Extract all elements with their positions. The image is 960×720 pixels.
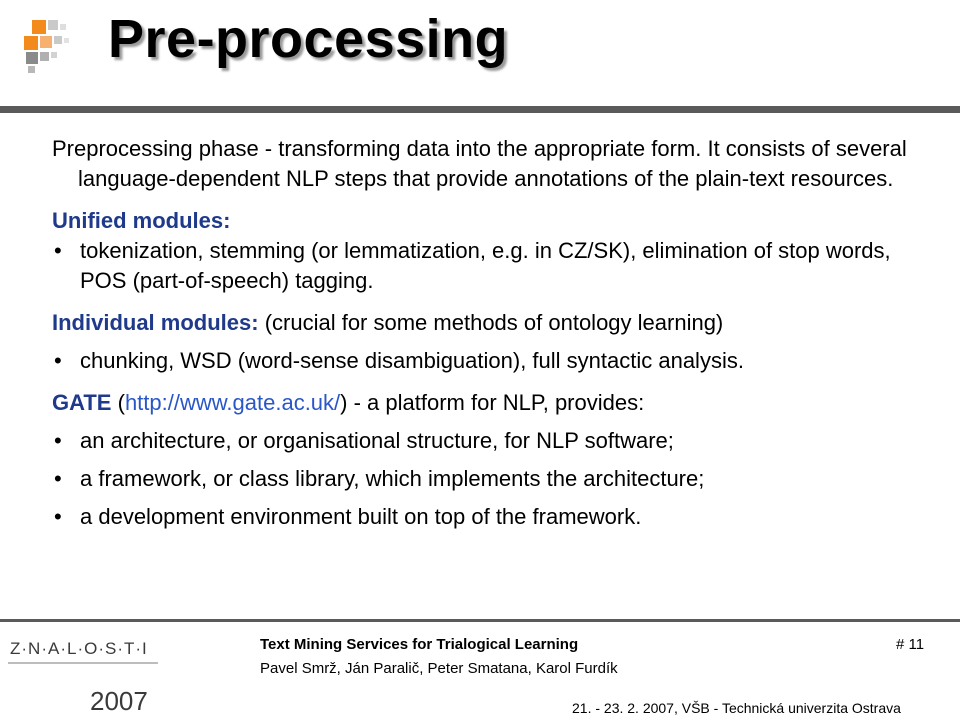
gate-bullet-architecture: • an architecture, or organisational structure, for NLP software;: [52, 426, 912, 456]
unified-modules-heading: Unified modules:: [52, 208, 231, 233]
slide-content: [52, 134, 912, 532]
gate-line: [52, 388, 912, 418]
footer-title: Text Mining Services for Trialogical Learning: [260, 636, 579, 653]
unified-modules-bullet: • tokenization, stemming (or lemmatization, e.g. in CZ/SK), elimination of stop words, POS (part-of-speech) tagging.: [52, 236, 912, 296]
znalosti-logo: [8, 632, 158, 714]
page-title: Pre-processing: [108, 9, 509, 69]
grid-squares-icon: [22, 18, 78, 74]
footer-date: 21. - 23. 2. 2007, VŠB - Technická univerzita Ostrava: [572, 700, 901, 716]
gate-name: GATE: [52, 390, 112, 415]
gate-description: ) - a platform for NLP, provides:: [340, 390, 645, 415]
gate-bullet-environment: • a development environment built on top of the framework.: [52, 502, 912, 532]
gate-link[interactable]: http://www.gate.ac.uk/: [124, 390, 341, 415]
page-number: # 11: [896, 636, 925, 653]
footer-authors: Pavel Smrž, Ján Paralič, Peter Smatana, Karol Furdík: [260, 660, 618, 677]
individual-modules-line: [52, 308, 912, 338]
header-divider: [0, 106, 960, 113]
individual-modules-note: (crucial for some methods of ontology learning): [264, 310, 724, 335]
individual-modules-bullet: • chunking, WSD (word-sense disambiguation), full syntactic analysis.: [52, 346, 912, 376]
gate-open-paren: (: [111, 390, 125, 415]
footer-logo-year: 2007: [90, 686, 148, 714]
intro-paragraph: Preprocessing phase - transforming data into the appropriate form. It consists of several language-dependent NLP steps that provide annotations of the plain-text resources.: [52, 136, 907, 191]
individual-modules-heading: Individual modules:: [52, 310, 259, 335]
footer-logo-text: Z·N·A·L·O·S·T·I: [10, 639, 148, 658]
gate-bullet-framework: • a framework, or class library, which implements the architecture;: [52, 464, 912, 494]
footer-divider: [0, 619, 960, 622]
